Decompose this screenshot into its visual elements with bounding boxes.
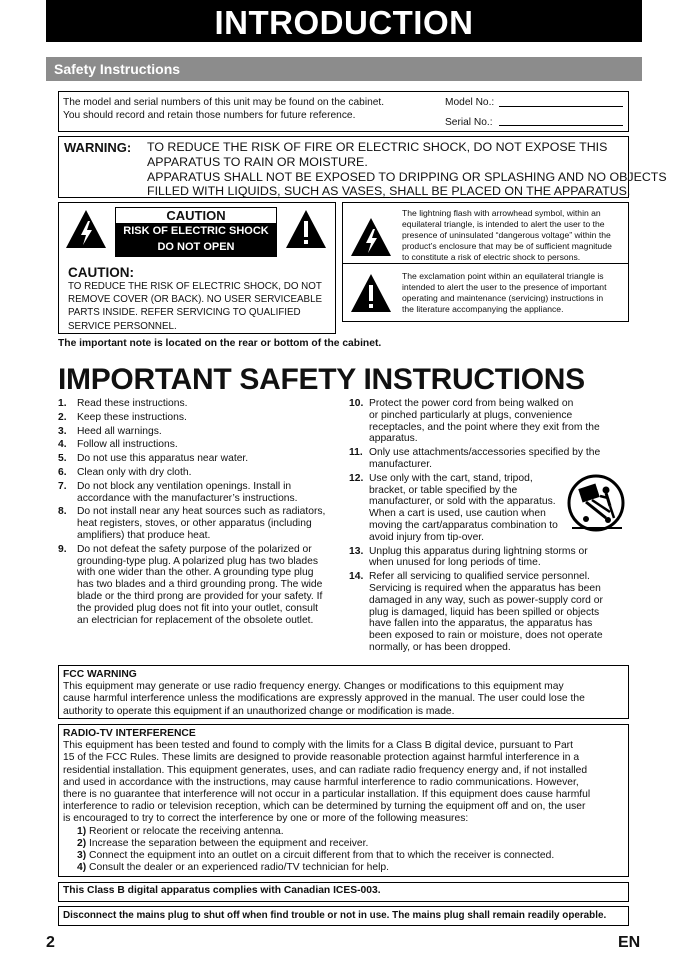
list-item: [58, 453, 343, 465]
model-note-2: You should record and retain those numbers for future reference.: [63, 110, 356, 121]
list-text: Protect the power cord from being walked on: [369, 398, 574, 409]
list-number: 10.: [349, 398, 364, 409]
caution-sign-do-not-open: DO NOT OPEN: [157, 241, 235, 253]
caution-sign-risk: RISK OF ELECTRIC SHOCK: [123, 225, 269, 237]
measure-text: Consult the dealer or an experienced radio/TV technician for help.: [89, 862, 389, 874]
list-number: 12.: [349, 472, 364, 484]
list-text: manufacturer, or sold with the apparatus.: [369, 496, 556, 508]
list-number: 7.: [58, 480, 67, 492]
caution-text-3: PARTS INSIDE. REFER SERVICING TO QUALIFIED: [68, 307, 301, 319]
list-number: 5.: [58, 453, 67, 465]
measure-number: 1): [77, 825, 87, 837]
lightning-text-3: presence of uninsulated “dangerous voltage” within the: [402, 230, 611, 240]
lightning-text-2: equilateral triangle, is intended to alert the user to the: [402, 219, 605, 229]
radio-text-3: residential installation. This equipment generates, uses, and can radiate radio frequency energy and, if not installed: [63, 764, 588, 776]
list-item: [349, 571, 634, 654]
model-note-1: The model and serial numbers of this unit may be found on the cabinet.: [63, 97, 385, 108]
list-text: Clean only with dry cloth.: [77, 466, 192, 478]
caution-text-4: SERVICE PERSONNEL.: [68, 320, 177, 332]
list-number: 6.: [58, 466, 67, 478]
fcc-text-1: This equipment may generate or use radio frequency energy. Changes or modifications to this equipment may: [63, 681, 564, 693]
radio-text-7: is encouraged to try to correct the interference by one or more of the following measures:: [63, 813, 469, 825]
list-number: 2.: [58, 411, 67, 423]
fcc-warning-box: [58, 665, 629, 719]
radio-heading: RADIO-TV INTERFERENCE: [63, 728, 196, 739]
lightning-explanation-box: [342, 202, 629, 264]
list-item: [349, 398, 634, 445]
measure-text: Increase the separation between the equipment and receiver.: [89, 837, 369, 849]
exclamation-text-4: the literature accompanying the appliance.: [402, 304, 564, 314]
list-text: accordance with the manufacturer’s instructions.: [77, 492, 298, 504]
list-number: 9.: [58, 543, 67, 555]
list-text: heat registers, stoves, or other apparatus (including: [77, 518, 312, 530]
list-text: amplifiers) that produce heat.: [77, 529, 211, 541]
list-number: 14.: [349, 571, 364, 583]
canada-text: This Class B digital apparatus complies with Canadian ICES-003.: [63, 885, 381, 896]
warning-box: [58, 136, 667, 199]
list-text: has two blades and a third grounding prong. The wide: [77, 579, 323, 591]
list-text: apparatus.: [369, 433, 418, 445]
exclamation-triangle-icon: [285, 209, 327, 249]
list-text: When a cart is used, use caution when: [369, 508, 546, 520]
list-text: Do not install near any heat sources such as radiators,: [77, 506, 326, 518]
list-text: blade or the third prong are provided for your safety. If: [77, 590, 323, 602]
section-heading: Safety Instructions: [46, 57, 642, 81]
measure-item: [63, 850, 624, 862]
list-text: damaged in any way, such as power-supply cord or: [369, 594, 603, 606]
list-text: Only use attachments/accessories specified by the: [369, 447, 601, 459]
list-text: plug is damaged, liquid has been spilled or objects: [369, 606, 600, 618]
caution-box: [58, 202, 336, 334]
list-text: have fallen into the apparatus, the apparatus has: [369, 618, 593, 630]
radio-text-6: interference to radio or television reception, which can be determined by turning the equipment off and on, the user: [63, 801, 586, 813]
caution-heading: CAUTION:: [68, 265, 134, 280]
measure-text: Reorient or relocate the receiving antenna.: [89, 825, 284, 837]
list-text: Use only with the cart, stand, tripod,: [369, 472, 533, 484]
radio-text-2: 15 of the FCC Rules. These limits are designed to provide reasonable protection against harmful interference in a: [63, 752, 580, 764]
list-text: receptacles, and the point where they exit from the: [369, 421, 600, 433]
measure-item: [63, 838, 624, 850]
list-number: 11.: [349, 447, 363, 459]
list-text: Read these instructions.: [77, 398, 188, 409]
mains-text: Disconnect the mains plug to shut off when find trouble or not in use. The mains plug shall remain readily operable.: [63, 910, 607, 921]
radio-text-4: and used in accordance with the instructions, may cause harmful interference to radio communications. However,: [63, 776, 579, 788]
list-text: Heed all warnings.: [77, 425, 162, 437]
list-text: Keep these instructions.: [77, 411, 187, 423]
radio-tv-interference-box: [58, 724, 629, 877]
list-text: with one wider than the other. A grounding type plug: [77, 567, 314, 579]
list-text: bracket, or table specified by the: [369, 484, 518, 496]
list-item: [58, 412, 343, 424]
list-number: 8.: [58, 506, 67, 518]
list-text: Do not defeat the safety purpose of the polarized or: [77, 543, 312, 555]
measure-number: 3): [77, 850, 87, 862]
lightning-text-1: The lightning flash with arrowhead symbol, within an: [402, 208, 601, 218]
measure-item: [63, 862, 624, 874]
measure-number: 4): [77, 862, 87, 874]
lightning-text-4: product’s enclosure that may be of sufficient magnitude: [402, 241, 612, 251]
exclamation-text-2: intended to alert the user to the presence of important: [402, 282, 607, 292]
lightning-text-5: to constitute a risk of electric shock to persons.: [402, 252, 581, 262]
list-text: been exposed to rain or moisture, does not operate: [369, 630, 603, 642]
model-no-line: [499, 106, 623, 107]
warning-label: WARNING:: [64, 140, 132, 155]
warning-line-3: APPARATUS SHALL NOT BE EXPOSED TO DRIPPING OR SPLASHING AND NO OBJECTS: [147, 169, 667, 184]
list-text: manufacturer.: [369, 458, 432, 470]
list-number: 4.: [58, 439, 67, 451]
list-number: 1.: [58, 398, 67, 409]
radio-text-5: there is no guarantee that interference will not occur in a particular installation. If this equipment does cause harmful: [63, 789, 591, 801]
list-item: [58, 544, 343, 627]
serial-no-label: Serial No.:: [445, 117, 493, 128]
exclamation-text-3: operating and maintenance (servicing) instructions in: [402, 293, 604, 303]
list-text: Refer all servicing to qualified service personnel.: [369, 571, 590, 583]
list-text: grounding-type plug. A polarized plug has two blades: [77, 555, 319, 567]
list-item: [58, 481, 343, 505]
warning-line-1: TO REDUCE THE RISK OF FIRE OR ELECTRIC SHOCK, DO NOT EXPOSE THIS: [147, 140, 608, 154]
fcc-heading: FCC WARNING: [63, 669, 137, 680]
list-text: Do not block any ventilation openings. Install in: [77, 480, 292, 492]
list-number: 13.: [349, 545, 364, 557]
measure-number: 2): [77, 837, 87, 849]
safety-instructions-title: IMPORTANT SAFETY INSTRUCTIONS: [58, 363, 585, 396]
list-number: 3.: [58, 425, 67, 437]
fcc-text-2: cause harmful interference unless the modifications are expressly approved in the manual. The user could lose the: [63, 693, 585, 705]
list-text: when unused for long periods of time.: [369, 557, 541, 569]
list-item: [58, 398, 343, 410]
caution-sign: [115, 207, 277, 257]
exclamation-triangle-icon: [349, 273, 393, 313]
page-number: 2: [46, 934, 55, 951]
list-text: avoid injury from tip-over.: [369, 531, 485, 543]
list-item: [58, 467, 343, 479]
list-item: [58, 506, 343, 541]
measure-text: Connect the equipment into an outlet on a circuit different from that to which the receiver is connected.: [89, 850, 555, 862]
fcc-text-3: authority to operate this equipment if an unauthorized change or modification is made.: [63, 705, 455, 717]
list-text: an electrician for replacement of the obsolete outlet.: [77, 614, 314, 626]
cart-tipover-warning-icon: [566, 474, 626, 532]
list-text: Follow all instructions.: [77, 439, 178, 451]
list-text: moving the cart/apparatus combination to: [369, 519, 558, 531]
measure-item: [63, 826, 624, 838]
lightning-triangle-icon: [65, 209, 107, 249]
left-instructions-list: [58, 398, 343, 626]
list-text: or pinched particularly at plugs, convenience: [369, 409, 573, 421]
model-no-label: Model No.:: [445, 97, 495, 108]
exclamation-explanation-box: [342, 263, 629, 322]
lightning-triangle-icon: [349, 217, 393, 257]
caution-text-2: REMOVE COVER (OR BACK). NO USER SERVICEABLE: [68, 294, 323, 306]
mains-plug-box: [58, 906, 629, 926]
list-text: Servicing is required when the apparatus has been: [369, 582, 601, 594]
model-serial-box: [58, 91, 629, 132]
caution-sign-title: CAUTION: [166, 208, 226, 223]
list-item: [349, 447, 634, 471]
warning-line-4: FILLED WITH LIQUIDS, SUCH AS VASES, SHALL BE PLACED ON THE APPARATUS.: [147, 184, 631, 199]
list-text: Do not use this apparatus near water.: [77, 453, 249, 465]
page-title: INTRODUCTION: [46, 0, 642, 42]
warning-line-2: APPARATUS TO RAIN OR MOISTURE.: [147, 154, 368, 169]
serial-no-line: [499, 125, 623, 126]
caution-text-1: TO REDUCE THE RISK OF ELECTRIC SHOCK, DO NOT: [68, 281, 322, 292]
list-text: Unplug this apparatus during lightning storms or: [369, 545, 588, 557]
exclamation-text-1: The exclamation point within an equilateral triangle is: [402, 271, 604, 281]
canada-compliance-box: [58, 882, 629, 902]
list-item: [58, 426, 343, 438]
important-note: The important note is located on the rear or bottom of the cabinet.: [58, 338, 382, 349]
list-text: the provided plug does not fit into your outlet, consult: [77, 602, 318, 614]
language-code: EN: [618, 934, 641, 951]
list-item: [349, 546, 634, 570]
radio-text-1: This equipment has been tested and found to comply with the limits for a Class B digital device, pursuant to Part: [63, 740, 573, 752]
list-text: normally, or has been dropped.: [369, 641, 511, 653]
list-item: [58, 439, 343, 451]
